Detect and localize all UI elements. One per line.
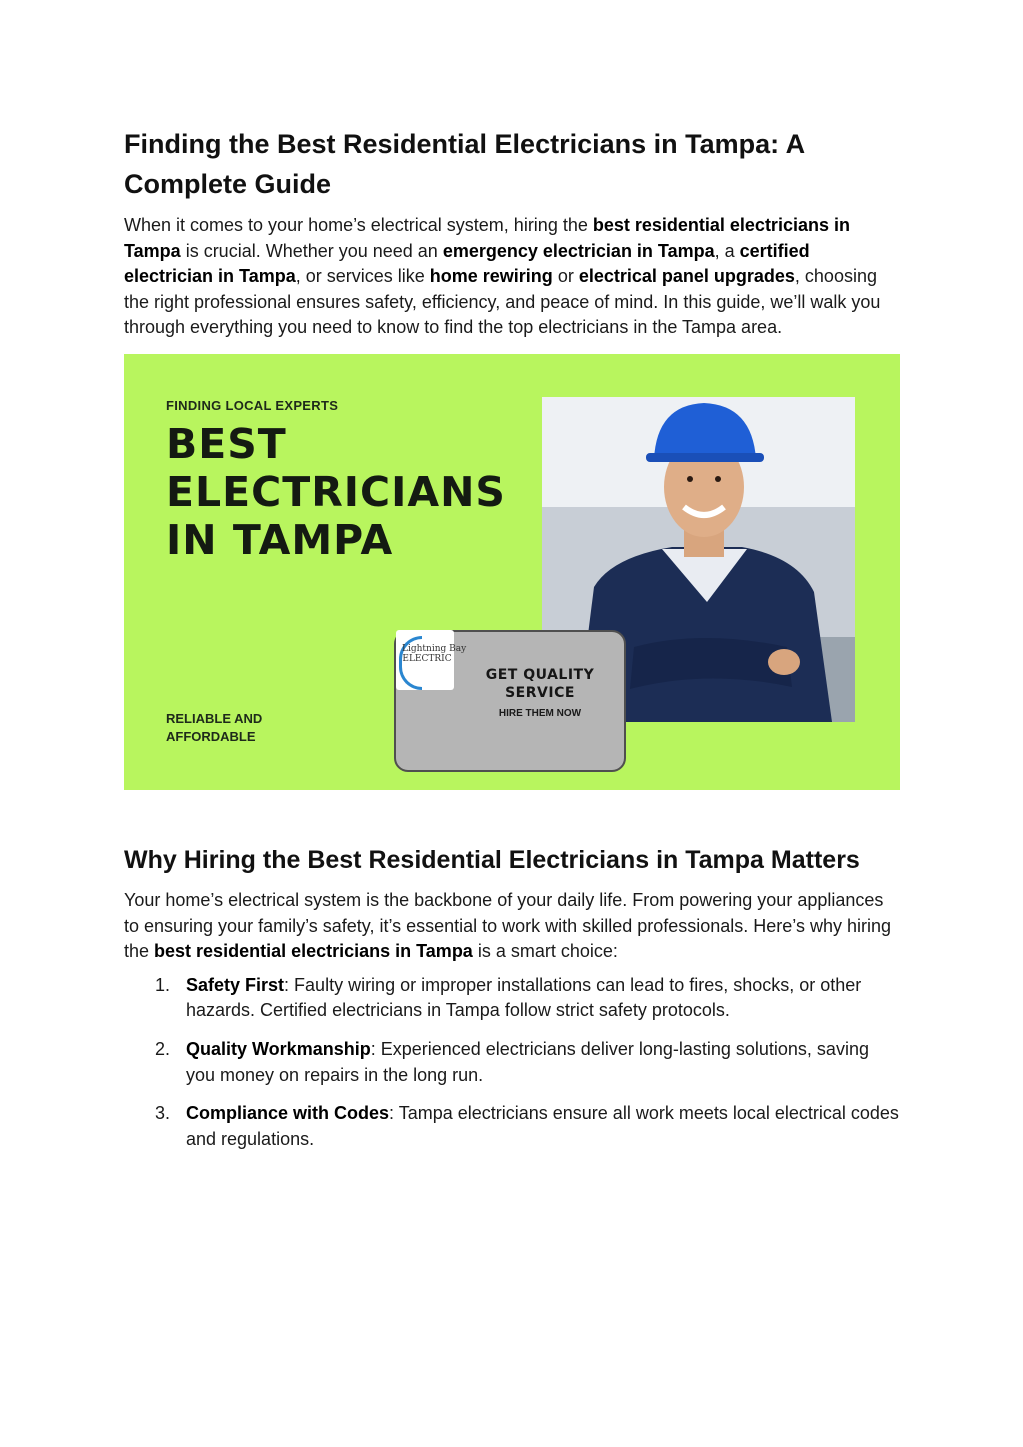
hard-hat-brim-shape [646, 453, 764, 462]
logo-text [402, 643, 467, 664]
list-number: 2. [155, 1038, 171, 1059]
section-heading: Why Hiring the Best Residential Electricians in Tampa Matters [124, 845, 860, 874]
list-number: 1. [155, 974, 171, 995]
list-item-text: : Tampa electricians ensure all work meets local electrical codes and regulations. [186, 1103, 899, 1149]
text-run: , a [714, 240, 740, 261]
cta-subtext: HIRE THEM NOW [498, 707, 582, 719]
eye-shape [687, 476, 693, 482]
logo-text-line: ELECTRIC [402, 653, 452, 664]
bold-phrase: best residential electricians in Tampa [154, 941, 473, 962]
section-paragraph [124, 888, 900, 965]
bold-phrase: home rewiring [429, 266, 553, 287]
cta-heading-line: SERVICE [505, 684, 575, 701]
hand-shape [768, 649, 800, 675]
hero-banner-image [124, 354, 900, 790]
banner-title-line: IN TAMPA [166, 515, 394, 564]
article-body [124, 124, 900, 1165]
list-item-title: Quality Workmanship [186, 1038, 371, 1059]
intro-paragraph [124, 213, 900, 341]
list-item-text: : Experienced electricians deliver long-lasting solutions, saving you money on repairs in the long run. [186, 1038, 869, 1085]
list-item-text: : Faulty wiring or improper installations can lead to fires, shocks, or other hazards. Certified electricians in Tampa follow strict safety protocols. [186, 974, 862, 1021]
list-item-title: Compliance with Codes [186, 1103, 390, 1124]
banner-title-line: ELECTRICIANS [166, 467, 506, 516]
company-logo [396, 630, 467, 690]
cta-heading-line: GET QUALITY [485, 666, 595, 683]
banner-tagline-line: RELIABLE AND [166, 710, 263, 726]
eye-shape [715, 476, 721, 482]
text-run: or [552, 266, 579, 287]
list-item [124, 1101, 900, 1152]
banner-title-line: BEST [166, 419, 287, 468]
reasons-list [124, 973, 900, 1153]
list-number: 3. [155, 1103, 171, 1124]
banner-tagline-line: AFFORDABLE [166, 728, 256, 744]
bold-phrase: certified electrician in Tampa [124, 240, 810, 287]
text-run: is a smart choice: [472, 941, 618, 962]
text-run: , choosing the right professional ensures safety, efficiency, and peace of mind. In this guide, we’ll walk you through everything you need to know to find the top electricians in the Tampa area. [124, 266, 881, 338]
cta-heading [456, 666, 624, 702]
list-item [124, 973, 900, 1024]
banner-title [166, 420, 506, 564]
text-run: is crucial. Whether you need an [180, 240, 443, 261]
text-run: When it comes to your home’s electrical system, hiring the [124, 215, 593, 235]
banner-tagline [166, 710, 262, 746]
logo-text-line: Lightning Bay [402, 643, 467, 654]
list-item-title: Safety First [186, 974, 285, 995]
banner-kicker: FINDING LOCAL EXPERTS [166, 397, 339, 413]
article-title: Finding the Best Residential Electricians in Tampa: A Complete Guide [124, 129, 805, 199]
bold-phrase: best residential electricians in Tampa [124, 215, 850, 261]
list-item [124, 1037, 900, 1088]
bold-phrase: emergency electrician in Tampa [442, 240, 715, 261]
text-run: , or services like [295, 266, 430, 287]
text-run: Your home’s electrical system is the backbone of your daily life. From powering your appliances to ensuring your family’s safety, it’s essential to work with skilled professionals. Here’s why hiring the [124, 889, 891, 962]
bold-phrase: electrical panel upgrades [578, 266, 795, 287]
